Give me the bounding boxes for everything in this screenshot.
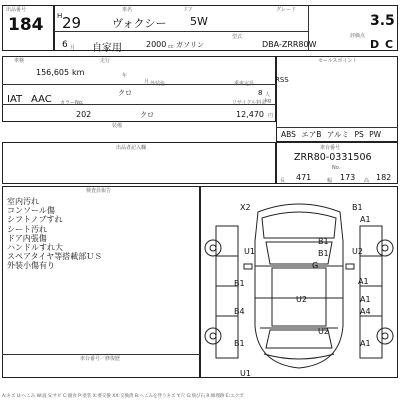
damage-mark: A1 [360, 339, 371, 348]
dim-w: 173 [340, 173, 356, 182]
lot-number: 184 [8, 15, 44, 35]
header-divider [54, 31, 308, 32]
mileage: 156,605 [36, 68, 70, 77]
damage-mark: A4 [360, 307, 371, 316]
damage-mark: U2 [296, 295, 307, 304]
comment: 室内汚れ [7, 197, 39, 206]
inspection-label: 検査員報告 [86, 188, 112, 194]
car-name: ヴォクシー [112, 17, 167, 30]
transmission: IAT [7, 94, 23, 105]
comment: 外装小傷有り [7, 261, 55, 271]
date-year-unit: 年 [122, 73, 128, 79]
usage: 自家用 [92, 43, 122, 54]
legend-footer: A:キズ U:へこみ W:波 S:サビ C:腐食 P:塗装 X:要交換 XX:交換済 B:へこみを伴うキズ Y:穴 G:飛び石 R:修理跡 E:エクボ [2, 394, 244, 399]
inspection-bottom-label: 車台番号／修復歴 [80, 356, 121, 362]
equipment-abs: ABS [281, 130, 296, 139]
damage-mark: B1 [352, 203, 363, 212]
damage-mark: A1 [360, 295, 371, 304]
color-no: 202 [76, 110, 92, 119]
damage-mark: G [312, 261, 319, 270]
dim-h-label: 高 [364, 178, 370, 184]
date-month-unit: 月 [144, 79, 150, 85]
chassis-sub-label: No. [332, 165, 341, 171]
score-label: 評価点 [350, 33, 366, 39]
displacement-unit: cc [168, 44, 174, 50]
damage-mark: B4 [234, 307, 245, 316]
inspection-label: 車検 [14, 58, 25, 64]
recycle-fee: 12,470 [236, 110, 264, 119]
dim-l: 471 [296, 173, 312, 182]
exterior-color-label: 外装色 [150, 81, 166, 87]
damage-mark: B1 [318, 237, 329, 246]
overall-score: 3.5 [370, 13, 395, 29]
equipment-divider [276, 127, 398, 128]
model: DBA-ZRR80W [262, 40, 317, 49]
load-unit: kg [265, 98, 272, 104]
dim-w-label: 幅 [327, 178, 333, 184]
mileage-label: 走行 [100, 58, 111, 64]
displacement: 2000 [146, 40, 167, 49]
inspection-comments [7, 197, 102, 271]
damage-mark: U2 [318, 327, 329, 336]
comment: シート汚れ [7, 224, 47, 234]
damage-mark: B1 [234, 279, 245, 288]
notes-label: 出品者記入欄 [116, 145, 147, 151]
specs-box [2, 56, 276, 122]
comment: シフトノブすれ [7, 215, 63, 225]
lot-label: 出品番号 [6, 7, 27, 13]
equipment-list [281, 129, 381, 140]
color-no-label: カラーNo. [60, 100, 84, 106]
damage-mark: U1 [240, 369, 251, 378]
exterior-score: C [385, 38, 394, 51]
year: 29 [62, 14, 82, 32]
grade-label: グレード [276, 7, 297, 13]
chassis-label: 車台番号 [320, 145, 341, 151]
equipment-label: 装備 [112, 123, 123, 129]
year-era: H [57, 12, 63, 20]
dim-h: 182 [376, 173, 392, 182]
damage-mark: U2 [352, 247, 363, 256]
comment: コンソール傷 [7, 206, 55, 216]
damage-mark: A1 [360, 215, 371, 224]
equipment-alloy: アルミ [326, 130, 350, 139]
interior-color: クロ [140, 111, 154, 119]
capacity-unit: 人 [265, 92, 271, 98]
dim-l-label: 長 [280, 178, 286, 184]
doors-label: ドア [183, 7, 193, 13]
aircon: AAC [31, 94, 52, 105]
damage-mark: B1 [234, 339, 245, 348]
recycle-label: リサイクル料金 [232, 100, 267, 106]
comment: ハンドルすれ大 [7, 243, 63, 253]
damage-mark: U1 [244, 247, 255, 256]
damage-mark: X2 [240, 203, 251, 212]
chassis-number: ZRR80-0331506 [294, 152, 372, 163]
sales-point: RSS [275, 76, 289, 84]
equipment-ps: PS [354, 130, 364, 139]
model-label: 型式 [232, 34, 243, 40]
capacity: 8 [258, 89, 263, 97]
interior-score: D [370, 38, 380, 51]
exterior-color: クロ [118, 89, 132, 97]
grade: 5W [190, 15, 208, 28]
equipment-airbag: エアB [301, 130, 322, 139]
sales-point-label: セールスポイント [318, 58, 358, 64]
comment: ドア内張傷 [7, 233, 47, 243]
month: 6 [62, 40, 68, 50]
capacity-label: 乗車定員 [234, 81, 255, 87]
car-diagram [200, 186, 398, 378]
damage-mark: A1 [358, 277, 369, 286]
car-name-label: 車名 [122, 7, 133, 13]
month-unit: 月 [70, 45, 76, 51]
recycle-unit: 円 [268, 113, 274, 119]
damage-mark: B1 [318, 249, 329, 258]
fuel: ガソリン [176, 41, 204, 49]
mileage-unit: km [72, 68, 85, 77]
comment: スペアタイヤ等搭載部ＵＳ [7, 252, 103, 262]
equipment-pw: PW [369, 130, 382, 139]
